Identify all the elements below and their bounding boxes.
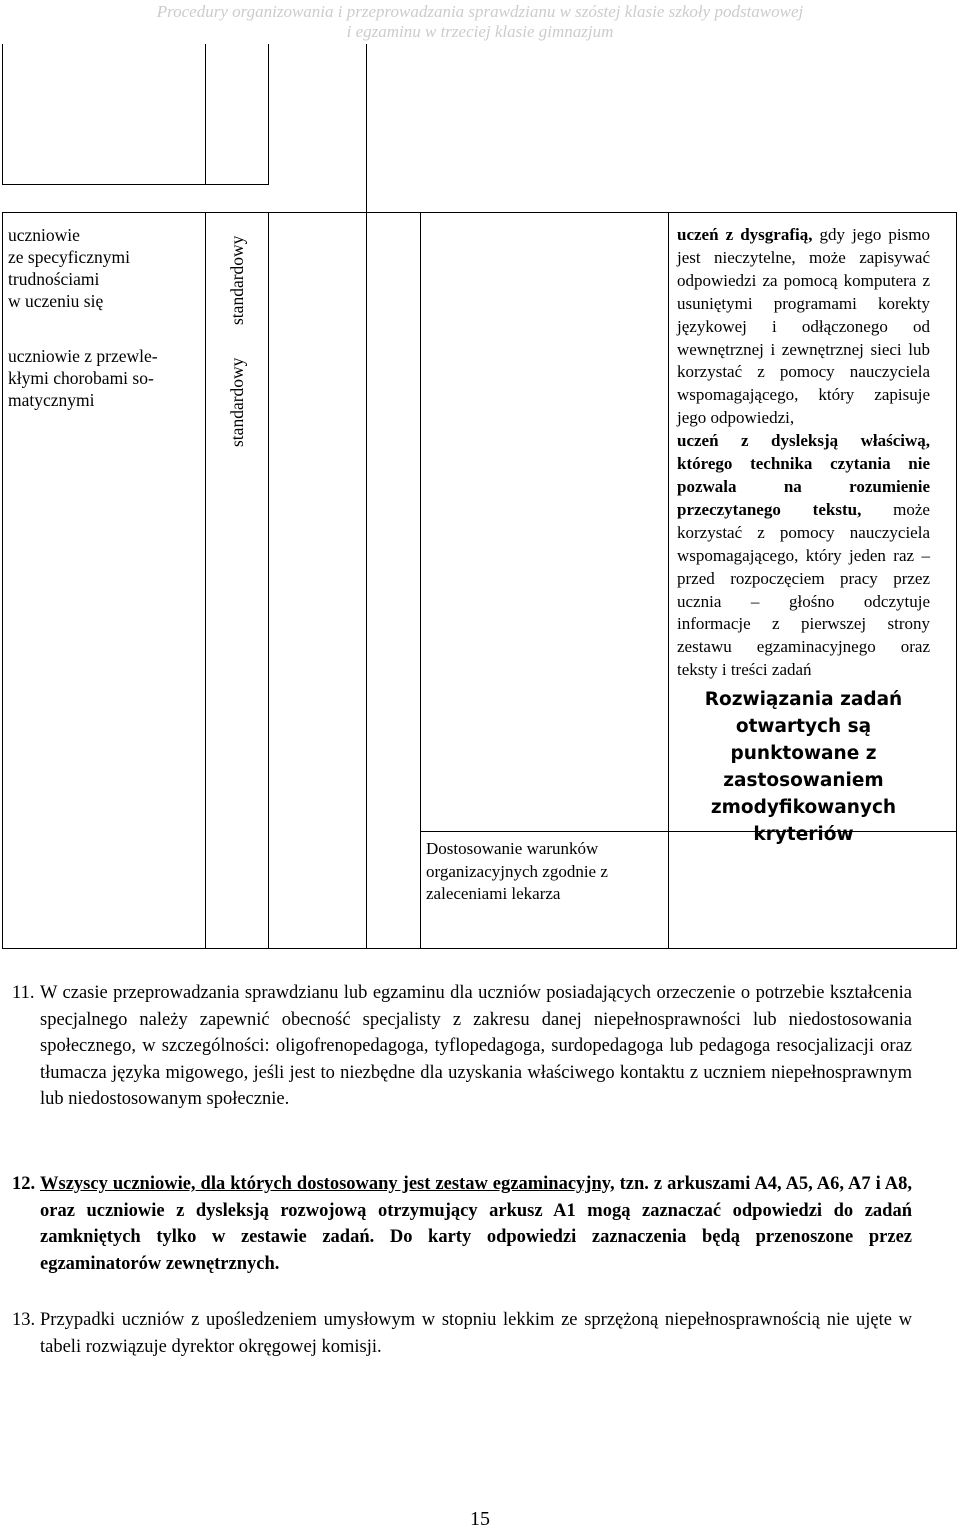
point-number: 12. (12, 1174, 36, 1194)
table-line (2, 948, 957, 949)
group-line: uczniowie z przewle- (8, 346, 158, 366)
group-line: w uczeniu się (8, 291, 104, 311)
table-line (268, 212, 269, 949)
table-line (2, 212, 3, 949)
group-line: trudnościami (8, 269, 100, 289)
page-number: 15 (470, 1508, 490, 1530)
point-12 (12, 1171, 912, 1277)
table-line (2, 212, 957, 213)
point-number: 13. (12, 1310, 36, 1330)
dyslexia-text: może korzystać z pomocy nauczyciela wspomagającego, który jeden raz – przed rozpoczęciem pracy przez ucznia – głośno odczytuje informacje z pierwszej strony zestawu egzaminacyjnego oraz teksty i treści zadań (677, 499, 930, 680)
point-text: Przypadki uczniów z upośledzeniem umysłowym w stopniu lekkim ze sprzężoną niepełnosprawnością nie ujęte w tabeli rozwiązuje dyrektor okręgowej komisji. (40, 1310, 912, 1357)
group-line: matycznymi (8, 390, 95, 410)
page-header (0, 2, 960, 42)
group-line: uczniowie (8, 225, 80, 245)
point-rest-text: tzn. z arkuszami A4, A5, A6, A7 i A8, oraz uczniowie z dysleksją rozwojową otrzymujący arkusz A1 mogą zaznaczać odpowiedzi do zadań zamkniętych tylko w zestawie zadań. Do karty odpowiedzi zaznaczenia będą przenoszone przez egzaminatorów zewnętrznych. (40, 1174, 912, 1274)
table-line (205, 44, 206, 185)
scoring-note: Rozwiązania zadań otwartych są punktowane z zastosowaniem zmodyfikowanych kryteriów (704, 689, 903, 846)
dysgraphia-label: uczeń z dysgrafią, (677, 225, 813, 244)
table-line (268, 44, 269, 185)
group-specific-learning-difficulties (8, 224, 203, 312)
table-line (956, 212, 957, 949)
point-text: W czasie przeprowadzania sprawdzianu lub egzaminu dla uczniów posiadających orzeczenie o potrzebie kształcenia specjalnego należy zapewnić obecność specjalisty z zakresu danej niepełnosprawności lub niedostosowania społecznego, w szczególności: oligofrenopedagoga, tyflopedagoga, surdopedagoga lub pedagoga resocjalizacji oraz tłumacza języka migowego, jeśli jest to niezbędne dla uzyskania właściwego kontaktu z uczniem niepełnosprawnym lub niedostosowanym społecznie. (40, 983, 912, 1109)
dyslexia-label: uczeń z dysleksją właściwą, którego technika czytania nie pozwala na rozumienie przeczytanego tekstu, (677, 431, 930, 519)
dysgraphia-text: gdy jego pismo jest nieczytelne, może zapisywać odpowiedzi za pomocą komputera z usuniętymi programami korekty językowej i odłączonego od wewnętrznej i zewnętrznej sieci lub korzystać z pomocy nauczyciela wspomagającego, który zapisuje jego odpowiedzi, (677, 225, 930, 428)
table-line (205, 212, 206, 949)
group-line: kłymi chorobami so- (8, 368, 154, 388)
table-line (366, 212, 367, 949)
table-line (366, 44, 367, 213)
table-line (420, 212, 421, 949)
table-line (668, 212, 669, 949)
point-11 (12, 980, 912, 1113)
point-text (12, 1171, 912, 1277)
header-line-2: i egzaminu w trzeciej klasie gimnazjum (346, 22, 614, 41)
point-number: 11. (12, 983, 35, 1003)
organizational-conditions: Dostosowanie warunków organizacyjnych zgodnie z zaleceniami lekarza (426, 839, 608, 903)
table-line (2, 44, 3, 185)
group-chronic-somatic-diseases (8, 345, 203, 411)
point-underlined-text: Wszyscy uczniowie, dla których dostosowany jest zestaw egzaminacyjny, (40, 1174, 615, 1194)
point-13 (12, 1307, 912, 1360)
adaptation-description (677, 224, 930, 848)
test-type-standard-2: standardowy (227, 357, 247, 447)
group-line: ze specyficznymi (8, 247, 130, 267)
test-type-standard-1: standardowy (227, 235, 247, 325)
table-line (2, 184, 269, 185)
header-line-1: Procedury organizowania i przeprowadzania sprawdzianu w szóstej klasie szkoły podstawowej (156, 2, 804, 21)
